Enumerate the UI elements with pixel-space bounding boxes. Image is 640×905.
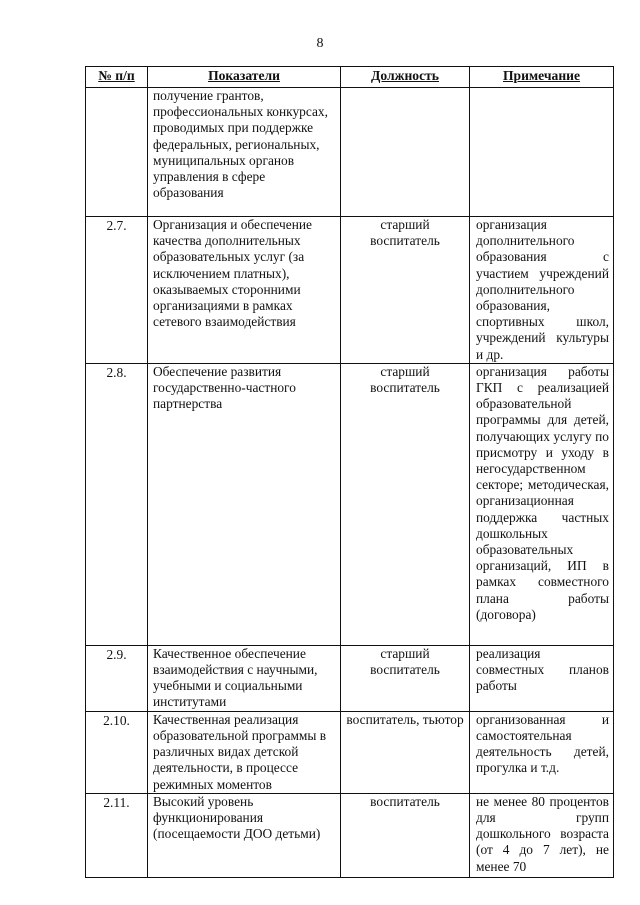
table-row bbox=[86, 88, 614, 217]
indicators-table bbox=[85, 66, 614, 878]
row-number: 2.8. bbox=[86, 363, 148, 645]
page-number: 8 bbox=[316, 36, 324, 51]
header-position: Должность bbox=[341, 67, 470, 88]
row-note: организация работы ГКП с реализацией образовательной программы для детей, получающих услугу по присмотру и уходу в негосударственном секторе; методическая, организационная поддержка частных дошкольных образовательных организаций, ИП в рамках совместного плана работы (договора) bbox=[470, 363, 614, 645]
table-row bbox=[86, 363, 614, 645]
row-note: организация дополнительного образования с участием учреждений дополнительного образования, спортивных школ, учреждений культуры и др. bbox=[470, 217, 614, 364]
row-note: реализация совместных планов работы bbox=[470, 645, 614, 711]
table-row bbox=[86, 711, 614, 793]
row-indicator: Организация и обеспечение качества дополнительных образовательных услуг (за исключением платных), оказываемых сторонними организациями в рамках сетевого взаимодействия bbox=[148, 217, 341, 364]
row-position: старший воспитатель bbox=[341, 363, 470, 645]
table-header-row bbox=[86, 67, 614, 88]
row-indicator: получение грантов, профессиональных конкурсах, проводимых при поддержке федеральных, региональных, муниципальных органов управления в сфере образования bbox=[148, 88, 341, 217]
row-number: 2.10. bbox=[86, 711, 148, 793]
row-number: 2.7. bbox=[86, 217, 148, 364]
table-row bbox=[86, 645, 614, 711]
table-row bbox=[86, 793, 614, 877]
row-note bbox=[470, 88, 614, 217]
row-position: воспитатель bbox=[341, 793, 470, 877]
row-indicator: Качественная реализация образовательной программы в различных видах детской деятельности, в процессе режимных моментов bbox=[148, 711, 341, 793]
row-position bbox=[341, 88, 470, 217]
row-number: 2.11. bbox=[86, 793, 148, 877]
row-number: 2.9. bbox=[86, 645, 148, 711]
header-indicator: Показатели bbox=[148, 67, 341, 88]
header-number: № п/п bbox=[86, 67, 148, 88]
row-indicator: Качественное обеспечение взаимодействия с научными, учебными и социальными институтами bbox=[148, 645, 341, 711]
row-position: старший воспитатель bbox=[341, 217, 470, 364]
table-row bbox=[86, 217, 614, 364]
header-note: Примечание bbox=[470, 67, 614, 88]
row-indicator: Обеспечение развития государственно-частного партнерства bbox=[148, 363, 341, 645]
row-position: старший воспитатель bbox=[341, 645, 470, 711]
row-number bbox=[86, 88, 148, 217]
row-indicator: Высокий уровень функционирования (посещаемости ДОО детьми) bbox=[148, 793, 341, 877]
row-note: не менее 80 процентов для групп дошкольного возраста (от 4 до 7 лет), не менее 70 bbox=[470, 793, 614, 877]
row-note: организованная и самостоятельная деятельность детей, прогулка и т.д. bbox=[470, 711, 614, 793]
row-position: воспитатель, тьютор bbox=[341, 711, 470, 793]
